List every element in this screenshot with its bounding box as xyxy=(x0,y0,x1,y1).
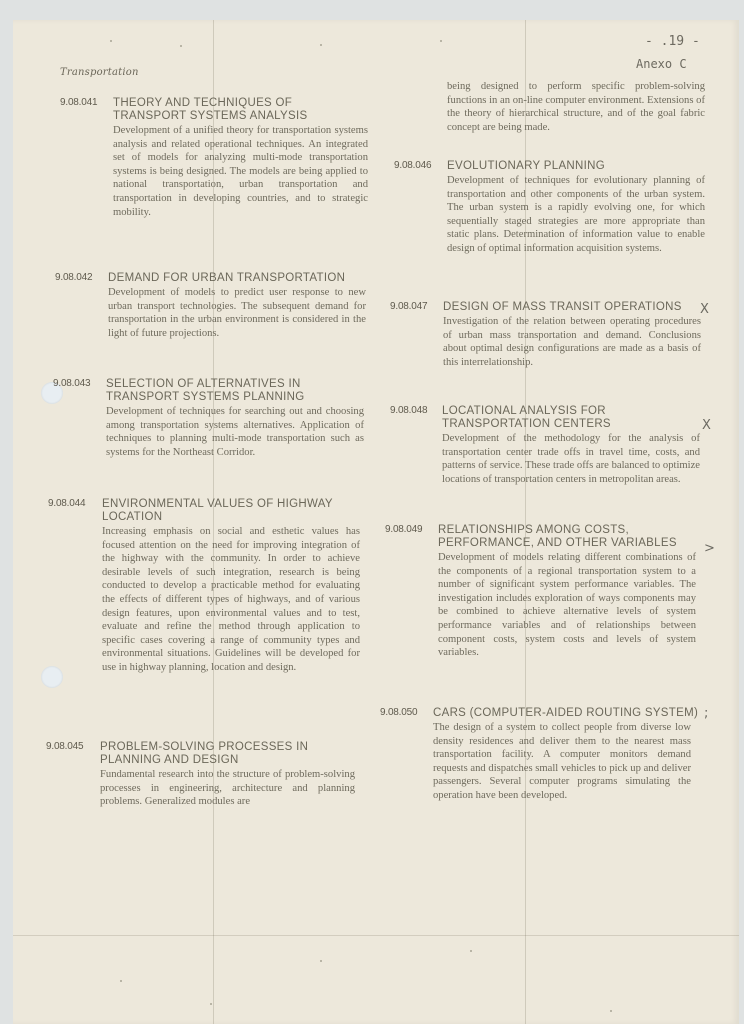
entry-code: 9.08.041 xyxy=(60,97,98,108)
entry-9-08-044 xyxy=(48,498,370,675)
speck xyxy=(440,40,442,42)
entry-title: DESIGN OF MASS TRANSIT OPERATIONS xyxy=(443,301,682,313)
entry-9-08-046 xyxy=(394,160,714,256)
entry-code: 9.08.046 xyxy=(394,160,432,171)
entry-title: PROBLEM-SOLVING PROCESSES IN PLANNING AND DESIGN xyxy=(100,741,309,766)
page-number: - .19 - xyxy=(645,34,700,49)
speck xyxy=(180,45,182,47)
entry-code: 9.08.044 xyxy=(48,498,86,509)
entry-title: THEORY AND TECHNIQUES OF TRANSPORT SYSTEMS ANALYSIS xyxy=(113,97,308,122)
entry-title: DEMAND FOR URBAN TRANSPORTATION xyxy=(108,272,346,284)
speck xyxy=(210,1003,212,1005)
annex-label: Anexo C xyxy=(636,57,687,71)
fold-line xyxy=(13,935,739,936)
entry-body: Development of techniques for evolutionary planning of transportation and other components of the urban system. The urban system is a rapidly evolving one, for which sequentially staged strategies are more appropriate than static plans. Determination of information value to enable design of optimal information acquisition systems. xyxy=(447,175,705,254)
entry-title: ENVIRONMENTAL VALUES OF HIGHWAY LOCATION xyxy=(102,498,333,523)
entry-code: 9.08.042 xyxy=(55,272,93,283)
margin-mark: X xyxy=(702,418,711,433)
speck xyxy=(320,960,322,962)
entry-title: LOCATIONAL ANALYSIS FOR TRANSPORTATION CENTERS xyxy=(442,405,611,430)
margin-mark: X xyxy=(700,302,709,317)
entry-title: EVOLUTIONARY PLANNING xyxy=(447,160,605,172)
entry-title: SELECTION OF ALTERNATIVES IN TRANSPORT SYSTEMS PLANNING xyxy=(106,378,305,403)
speck xyxy=(120,980,122,982)
entry-9-08-045 xyxy=(46,741,370,809)
entry-body: Investigation of the relation between operating procedures of urban mass transportation and demand. Conclusions about optimal design configurations are made as a basis of this interrelationship. xyxy=(443,316,701,368)
entry-code: 9.08.050 xyxy=(380,707,418,718)
margin-mark: ; xyxy=(704,706,709,721)
entry-9-08-043 xyxy=(53,378,370,459)
entry-9-08-041 xyxy=(60,97,370,219)
speck xyxy=(610,1010,612,1012)
entry-title: RELATIONSHIPS AMONG COSTS, PERFORMANCE, AND OTHER VARIABLES xyxy=(438,524,677,549)
entry-9-08-047 xyxy=(390,301,715,369)
entry-code: 9.08.048 xyxy=(390,405,428,416)
entry-body: Development of models relating different combinations of the components of a regional transportation system to a number of significant system performance variables. The investigation includes exploration of ways components may be combined to achieve alternative levels of system performance variables and of relationships between component costs, system costs and levels of system variables. xyxy=(438,552,696,659)
entry-body: Development of techniques for searching out and choosing among transportation systems alternatives. Application of techniques to planning multi-mode transportation such as systems for the Northeast Corridor. xyxy=(106,406,364,458)
entry-9-08-048 xyxy=(390,405,715,486)
speck xyxy=(470,950,472,952)
continuation-text: being designed to perform specific problem-solving functions in an on-line computer environment. Extensions of the theory of hierarchical structure, and of the goal fabric concept are being made. xyxy=(447,81,705,133)
entry-body: The design of a system to collect people from diverse low density residences and deliver them to the nearest mass transportation facility. A computer monitors demand requests and dispatches small vehicles to pick up and deliver passengers. Several computer programs simulating the operation have been developed. xyxy=(433,722,691,801)
entry-body: Development of a unified theory for transportation systems analysis and related operational techniques. An integrated set of models for analyzing multi-mode transportation systems is being designed. The models are being applied to national transportation, urban transportation and transportation in developing countries, and to strategic mobility. xyxy=(113,125,368,218)
entry-9-08-050 xyxy=(380,707,715,803)
margin-mark: > xyxy=(704,541,715,556)
entry-body: Fundamental research into the structure of problem-solving processes in engineering, architecture and planning problems. Generalized modules are xyxy=(100,769,355,808)
entry-9-08-042 xyxy=(55,272,370,340)
speck xyxy=(110,40,112,42)
entry-code: 9.08.045 xyxy=(46,741,84,752)
entry-body: Development of models to predict user response to new urban transport technologies. The subsequent demand for transportation in the urban environment is considered in the light of future projections. xyxy=(108,287,366,339)
entry-code: 9.08.047 xyxy=(390,301,428,312)
section-label: Transportation xyxy=(60,67,139,78)
speck xyxy=(320,44,322,46)
entry-title: CARS (COMPUTER-AIDED ROUTING SYSTEM) xyxy=(433,707,699,719)
entry-body: Increasing emphasis on social and esthetic values has focused attention on the need for improving integration of the highway with the community. In order to achieve desirable levels of such integration, research is being conducted to develop a practicable method for evaluating the effects of different types of highways, and of various design features, upon environmental values and to test, evaluate and refine the method through application to specific cases covering a range of community types and environmental situations. Guidelines will be developed for use in highway planning, location and design. xyxy=(102,526,360,673)
entry-code: 9.08.043 xyxy=(53,378,91,389)
entry-code: 9.08.049 xyxy=(385,524,423,535)
entry-9-08-049 xyxy=(385,524,715,660)
entry-body: Development of the methodology for the analysis of transportation center trade offs in travel time, costs, and patterns of service. These trade offs are balanced to optimize locations of transportation centers in metropolitan areas. xyxy=(442,433,700,485)
